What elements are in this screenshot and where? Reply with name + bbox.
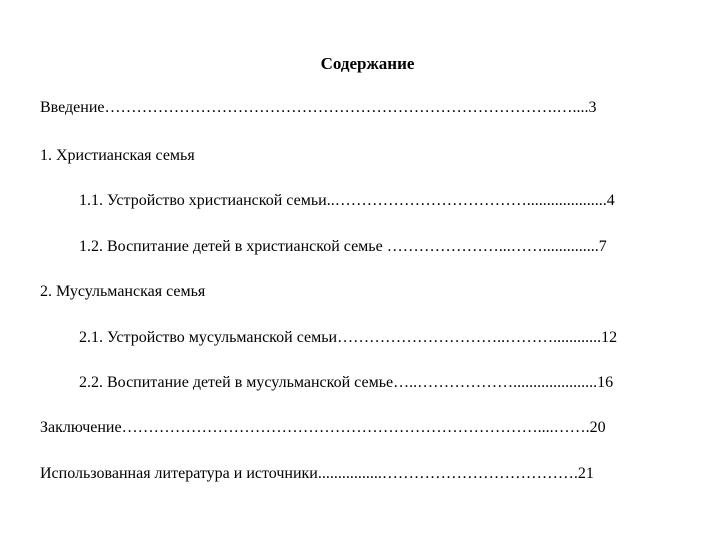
toc-entry-section-1-1	[79, 191, 691, 211]
toc-entry-conclusion	[40, 418, 696, 438]
toc-entry-section-1-2	[79, 237, 691, 257]
toc-title: Содержание	[320, 54, 415, 73]
toc-entry-text: Использованная литература и источники................……………………………….21	[40, 465, 594, 482]
toc-entry-text: 2.1. Устройство мусульманской семьи…………………………..………............12	[79, 329, 618, 346]
toc-entry-text: 2.2. Воспитание детей в мусульманской семье…..……………….....................16	[79, 374, 614, 391]
toc-entry-introduction	[40, 98, 691, 118]
toc-entry-text: 1.2. Воспитание детей в христианской семье …………………...……..............7	[79, 238, 607, 255]
toc-entry-section-1	[40, 146, 340, 166]
toc-entry-text: 2. Мусульманская семья	[40, 283, 206, 300]
toc-entry-text: 1.1. Устройство христианской семьи..………………………………....................4	[79, 192, 615, 209]
toc-entry-references	[40, 464, 696, 484]
toc-entry-text: Заключение……………………………………………………………………....…….20	[40, 419, 606, 436]
toc-entry-section-2-1	[79, 328, 694, 348]
toc-entry-section-2-2	[79, 373, 694, 393]
toc-entry-section-2	[40, 282, 340, 302]
toc-entry-text: 1. Христианская семья	[40, 147, 195, 164]
toc-entry-text: Введение………………………………………………………………………….…....3	[40, 99, 597, 116]
